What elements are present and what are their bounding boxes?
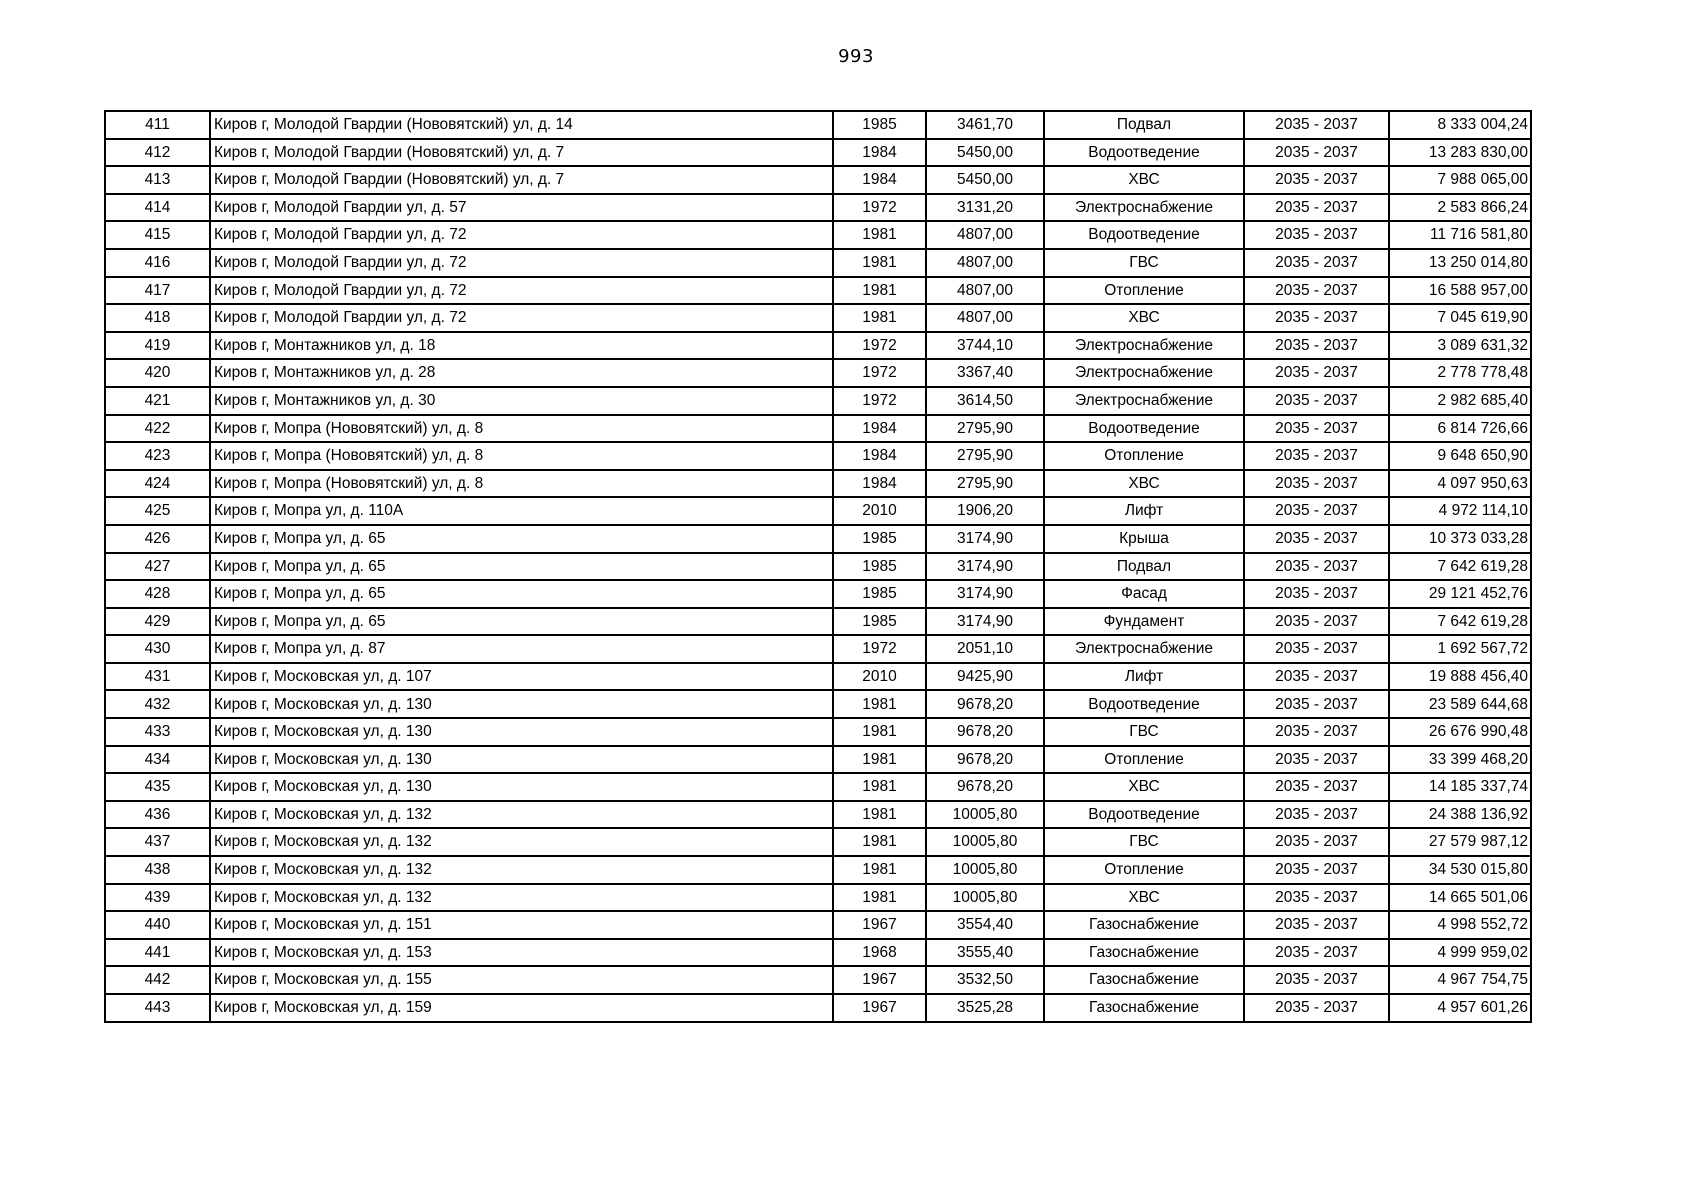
area-cell: 5450,00 — [926, 139, 1044, 167]
table-row — [105, 801, 1531, 829]
period-cell: 2035 - 2037 — [1244, 635, 1389, 663]
area-cell: 10005,80 — [926, 884, 1044, 912]
area-cell: 3174,90 — [926, 525, 1044, 553]
period-cell: 2035 - 2037 — [1244, 773, 1389, 801]
year-built-cell: 1981 — [833, 828, 926, 856]
year-built-cell: 2010 — [833, 663, 926, 691]
work-type-cell: Подвал — [1044, 553, 1244, 581]
cost-cell: 4 957 601,26 — [1389, 994, 1531, 1022]
area-cell: 9678,20 — [926, 718, 1044, 746]
work-type-cell: ГВС — [1044, 249, 1244, 277]
address-cell: Киров г, Московская ул, д. 151 — [210, 911, 833, 939]
table-row — [105, 139, 1531, 167]
table-row — [105, 884, 1531, 912]
table-row — [105, 332, 1531, 360]
address-cell: Киров г, Мопра ул, д. 65 — [210, 608, 833, 636]
cost-cell: 2 982 685,40 — [1389, 387, 1531, 415]
work-type-cell: Фасад — [1044, 580, 1244, 608]
cost-cell: 11 716 581,80 — [1389, 221, 1531, 249]
address-cell: Киров г, Мопра ул, д. 110А — [210, 497, 833, 525]
work-type-cell: Водоотведение — [1044, 415, 1244, 443]
year-built-cell: 1972 — [833, 635, 926, 663]
year-built-cell: 1985 — [833, 111, 926, 139]
work-type-cell: Газоснабжение — [1044, 994, 1244, 1022]
address-cell: Киров г, Молодой Гвардии (Нововятский) ул, д. 7 — [210, 166, 833, 194]
work-type-cell: Отопление — [1044, 277, 1244, 305]
period-cell: 2035 - 2037 — [1244, 939, 1389, 967]
work-type-cell: ГВС — [1044, 718, 1244, 746]
address-cell: Киров г, Московская ул, д. 155 — [210, 966, 833, 994]
area-cell: 3131,20 — [926, 194, 1044, 222]
row-number-cell: 426 — [105, 525, 210, 553]
cost-cell: 7 045 619,90 — [1389, 304, 1531, 332]
year-built-cell: 1981 — [833, 884, 926, 912]
work-type-cell: Фундамент — [1044, 608, 1244, 636]
work-type-cell: Газоснабжение — [1044, 966, 1244, 994]
cost-cell: 24 388 136,92 — [1389, 801, 1531, 829]
period-cell: 2035 - 2037 — [1244, 387, 1389, 415]
work-type-cell: ХВС — [1044, 884, 1244, 912]
address-cell: Киров г, Московская ул, д. 130 — [210, 690, 833, 718]
work-type-cell: Лифт — [1044, 497, 1244, 525]
period-cell: 2035 - 2037 — [1244, 580, 1389, 608]
year-built-cell: 1972 — [833, 332, 926, 360]
address-cell: Киров г, Молодой Гвардии (Нововятский) ул, д. 7 — [210, 139, 833, 167]
table-row — [105, 746, 1531, 774]
area-cell: 9678,20 — [926, 773, 1044, 801]
table-row — [105, 470, 1531, 498]
table-row — [105, 828, 1531, 856]
table-row — [105, 635, 1531, 663]
table-row — [105, 221, 1531, 249]
cost-cell: 1 692 567,72 — [1389, 635, 1531, 663]
year-built-cell: 1981 — [833, 277, 926, 305]
table-row — [105, 939, 1531, 967]
row-number-cell: 441 — [105, 939, 210, 967]
address-cell: Киров г, Молодой Гвардии ул, д. 57 — [210, 194, 833, 222]
work-type-cell: Электроснабжение — [1044, 332, 1244, 360]
address-cell: Киров г, Московская ул, д. 132 — [210, 828, 833, 856]
work-type-cell: ХВС — [1044, 304, 1244, 332]
area-cell: 4807,00 — [926, 249, 1044, 277]
row-number-cell: 440 — [105, 911, 210, 939]
area-cell: 4807,00 — [926, 304, 1044, 332]
address-cell: Киров г, Мопра (Нововятский) ул, д. 8 — [210, 470, 833, 498]
area-cell: 4807,00 — [926, 221, 1044, 249]
address-cell: Киров г, Московская ул, д. 107 — [210, 663, 833, 691]
year-built-cell: 1985 — [833, 525, 926, 553]
year-built-cell: 1984 — [833, 166, 926, 194]
period-cell: 2035 - 2037 — [1244, 553, 1389, 581]
address-cell: Киров г, Молодой Гвардии (Нововятский) ул, д. 14 — [210, 111, 833, 139]
address-cell: Киров г, Московская ул, д. 159 — [210, 994, 833, 1022]
row-number-cell: 430 — [105, 635, 210, 663]
cost-cell: 19 888 456,40 — [1389, 663, 1531, 691]
row-number-cell: 431 — [105, 663, 210, 691]
cost-cell: 7 988 065,00 — [1389, 166, 1531, 194]
cost-cell: 4 967 754,75 — [1389, 966, 1531, 994]
period-cell: 2035 - 2037 — [1244, 304, 1389, 332]
work-type-cell: ХВС — [1044, 166, 1244, 194]
year-built-cell: 1985 — [833, 580, 926, 608]
address-cell: Киров г, Монтажников ул, д. 28 — [210, 359, 833, 387]
area-cell: 3174,90 — [926, 580, 1044, 608]
area-cell: 2051,10 — [926, 635, 1044, 663]
repair-schedule-table — [104, 110, 1532, 1023]
period-cell: 2035 - 2037 — [1244, 194, 1389, 222]
table-row — [105, 359, 1531, 387]
year-built-cell: 1981 — [833, 690, 926, 718]
cost-cell: 4 972 114,10 — [1389, 497, 1531, 525]
year-built-cell: 1985 — [833, 608, 926, 636]
address-cell: Киров г, Московская ул, д. 132 — [210, 884, 833, 912]
period-cell: 2035 - 2037 — [1244, 884, 1389, 912]
period-cell: 2035 - 2037 — [1244, 525, 1389, 553]
table-row — [105, 497, 1531, 525]
cost-cell: 16 588 957,00 — [1389, 277, 1531, 305]
row-number-cell: 415 — [105, 221, 210, 249]
table-row — [105, 966, 1531, 994]
area-cell: 3367,40 — [926, 359, 1044, 387]
work-type-cell: Лифт — [1044, 663, 1244, 691]
area-cell: 2795,90 — [926, 415, 1044, 443]
row-number-cell: 417 — [105, 277, 210, 305]
year-built-cell: 1984 — [833, 470, 926, 498]
cost-cell: 27 579 987,12 — [1389, 828, 1531, 856]
table-row — [105, 580, 1531, 608]
table-body — [105, 111, 1531, 1022]
work-type-cell: Электроснабжение — [1044, 194, 1244, 222]
year-built-cell: 1981 — [833, 856, 926, 884]
table-row — [105, 387, 1531, 415]
row-number-cell: 438 — [105, 856, 210, 884]
work-type-cell: Отопление — [1044, 746, 1244, 774]
cost-cell: 3 089 631,32 — [1389, 332, 1531, 360]
year-built-cell: 1981 — [833, 221, 926, 249]
work-type-cell: Газоснабжение — [1044, 939, 1244, 967]
period-cell: 2035 - 2037 — [1244, 249, 1389, 277]
area-cell: 4807,00 — [926, 277, 1044, 305]
area-cell: 3744,10 — [926, 332, 1044, 360]
row-number-cell: 435 — [105, 773, 210, 801]
address-cell: Киров г, Московская ул, д. 153 — [210, 939, 833, 967]
period-cell: 2035 - 2037 — [1244, 415, 1389, 443]
address-cell: Киров г, Московская ул, д. 132 — [210, 856, 833, 884]
cost-cell: 8 333 004,24 — [1389, 111, 1531, 139]
page-number: 993 — [838, 46, 874, 67]
work-type-cell: ХВС — [1044, 773, 1244, 801]
table-row — [105, 663, 1531, 691]
cost-cell: 23 589 644,68 — [1389, 690, 1531, 718]
table-row — [105, 415, 1531, 443]
address-cell: Киров г, Молодой Гвардии ул, д. 72 — [210, 277, 833, 305]
period-cell: 2035 - 2037 — [1244, 470, 1389, 498]
cost-cell: 26 676 990,48 — [1389, 718, 1531, 746]
year-built-cell: 1984 — [833, 139, 926, 167]
row-number-cell: 427 — [105, 553, 210, 581]
address-cell: Киров г, Монтажников ул, д. 18 — [210, 332, 833, 360]
table-row — [105, 249, 1531, 277]
table-row — [105, 304, 1531, 332]
period-cell: 2035 - 2037 — [1244, 111, 1389, 139]
period-cell: 2035 - 2037 — [1244, 332, 1389, 360]
period-cell: 2035 - 2037 — [1244, 221, 1389, 249]
cost-cell: 13 250 014,80 — [1389, 249, 1531, 277]
table-row — [105, 525, 1531, 553]
table-row — [105, 718, 1531, 746]
area-cell: 5450,00 — [926, 166, 1044, 194]
row-number-cell: 432 — [105, 690, 210, 718]
period-cell: 2035 - 2037 — [1244, 746, 1389, 774]
year-built-cell: 1981 — [833, 304, 926, 332]
row-number-cell: 422 — [105, 415, 210, 443]
cost-cell: 9 648 650,90 — [1389, 442, 1531, 470]
area-cell: 3532,50 — [926, 966, 1044, 994]
year-built-cell: 1984 — [833, 442, 926, 470]
row-number-cell: 423 — [105, 442, 210, 470]
work-type-cell: Отопление — [1044, 856, 1244, 884]
area-cell: 9678,20 — [926, 746, 1044, 774]
period-cell: 2035 - 2037 — [1244, 663, 1389, 691]
row-number-cell: 411 — [105, 111, 210, 139]
period-cell: 2035 - 2037 — [1244, 828, 1389, 856]
address-cell: Киров г, Московская ул, д. 130 — [210, 773, 833, 801]
year-built-cell: 1968 — [833, 939, 926, 967]
area-cell: 2795,90 — [926, 470, 1044, 498]
area-cell: 10005,80 — [926, 856, 1044, 884]
year-built-cell: 1967 — [833, 966, 926, 994]
year-built-cell: 1972 — [833, 359, 926, 387]
period-cell: 2035 - 2037 — [1244, 497, 1389, 525]
year-built-cell: 1972 — [833, 387, 926, 415]
table-row — [105, 277, 1531, 305]
row-number-cell: 414 — [105, 194, 210, 222]
area-cell: 3174,90 — [926, 553, 1044, 581]
row-number-cell: 437 — [105, 828, 210, 856]
year-built-cell: 1967 — [833, 911, 926, 939]
cost-cell: 4 097 950,63 — [1389, 470, 1531, 498]
cost-cell: 4 998 552,72 — [1389, 911, 1531, 939]
period-cell: 2035 - 2037 — [1244, 442, 1389, 470]
cost-cell: 14 185 337,74 — [1389, 773, 1531, 801]
row-number-cell: 412 — [105, 139, 210, 167]
address-cell: Киров г, Монтажников ул, д. 30 — [210, 387, 833, 415]
table-row — [105, 608, 1531, 636]
work-type-cell: Газоснабжение — [1044, 911, 1244, 939]
row-number-cell: 425 — [105, 497, 210, 525]
area-cell: 3614,50 — [926, 387, 1044, 415]
address-cell: Киров г, Московская ул, д. 130 — [210, 718, 833, 746]
area-cell: 3555,40 — [926, 939, 1044, 967]
address-cell: Киров г, Мопра (Нововятский) ул, д. 8 — [210, 442, 833, 470]
row-number-cell: 419 — [105, 332, 210, 360]
address-cell: Киров г, Мопра ул, д. 65 — [210, 553, 833, 581]
work-type-cell: Подвал — [1044, 111, 1244, 139]
year-built-cell: 1985 — [833, 553, 926, 581]
table-row — [105, 553, 1531, 581]
row-number-cell: 420 — [105, 359, 210, 387]
period-cell: 2035 - 2037 — [1244, 166, 1389, 194]
cost-cell: 2 778 778,48 — [1389, 359, 1531, 387]
address-cell: Киров г, Мопра (Нововятский) ул, д. 8 — [210, 415, 833, 443]
cost-cell: 33 399 468,20 — [1389, 746, 1531, 774]
year-built-cell: 2010 — [833, 497, 926, 525]
table-row — [105, 442, 1531, 470]
table-row — [105, 856, 1531, 884]
cost-cell: 6 814 726,66 — [1389, 415, 1531, 443]
year-built-cell: 1981 — [833, 801, 926, 829]
period-cell: 2035 - 2037 — [1244, 359, 1389, 387]
period-cell: 2035 - 2037 — [1244, 718, 1389, 746]
address-cell: Киров г, Молодой Гвардии ул, д. 72 — [210, 221, 833, 249]
period-cell: 2035 - 2037 — [1244, 966, 1389, 994]
table-row — [105, 166, 1531, 194]
row-number-cell: 443 — [105, 994, 210, 1022]
period-cell: 2035 - 2037 — [1244, 911, 1389, 939]
work-type-cell: ХВС — [1044, 470, 1244, 498]
area-cell: 3461,70 — [926, 111, 1044, 139]
work-type-cell: Отопление — [1044, 442, 1244, 470]
address-cell: Киров г, Московская ул, д. 130 — [210, 746, 833, 774]
period-cell: 2035 - 2037 — [1244, 994, 1389, 1022]
row-number-cell: 413 — [105, 166, 210, 194]
work-type-cell: Крыша — [1044, 525, 1244, 553]
area-cell: 3174,90 — [926, 608, 1044, 636]
period-cell: 2035 - 2037 — [1244, 690, 1389, 718]
row-number-cell: 421 — [105, 387, 210, 415]
area-cell: 10005,80 — [926, 828, 1044, 856]
table-row — [105, 194, 1531, 222]
area-cell: 3525,28 — [926, 994, 1044, 1022]
cost-cell: 7 642 619,28 — [1389, 553, 1531, 581]
work-type-cell: Электроснабжение — [1044, 635, 1244, 663]
cost-cell: 2 583 866,24 — [1389, 194, 1531, 222]
work-type-cell: ГВС — [1044, 828, 1244, 856]
address-cell: Киров г, Мопра ул, д. 65 — [210, 580, 833, 608]
row-number-cell: 436 — [105, 801, 210, 829]
table-row — [105, 911, 1531, 939]
year-built-cell: 1981 — [833, 746, 926, 774]
row-number-cell: 439 — [105, 884, 210, 912]
table-row — [105, 773, 1531, 801]
year-built-cell: 1981 — [833, 718, 926, 746]
row-number-cell: 429 — [105, 608, 210, 636]
table-row — [105, 994, 1531, 1022]
period-cell: 2035 - 2037 — [1244, 856, 1389, 884]
row-number-cell: 433 — [105, 718, 210, 746]
year-built-cell: 1984 — [833, 415, 926, 443]
work-type-cell: Электроснабжение — [1044, 359, 1244, 387]
row-number-cell: 424 — [105, 470, 210, 498]
cost-cell: 4 999 959,02 — [1389, 939, 1531, 967]
year-built-cell: 1981 — [833, 249, 926, 277]
cost-cell: 34 530 015,80 — [1389, 856, 1531, 884]
period-cell: 2035 - 2037 — [1244, 801, 1389, 829]
row-number-cell: 418 — [105, 304, 210, 332]
period-cell: 2035 - 2037 — [1244, 139, 1389, 167]
cost-cell: 7 642 619,28 — [1389, 608, 1531, 636]
year-built-cell: 1967 — [833, 994, 926, 1022]
table-row — [105, 111, 1531, 139]
work-type-cell: Водоотведение — [1044, 801, 1244, 829]
row-number-cell: 416 — [105, 249, 210, 277]
table-row — [105, 690, 1531, 718]
period-cell: 2035 - 2037 — [1244, 608, 1389, 636]
area-cell: 1906,20 — [926, 497, 1044, 525]
address-cell: Киров г, Московская ул, д. 132 — [210, 801, 833, 829]
work-type-cell: Водоотведение — [1044, 221, 1244, 249]
work-type-cell: Водоотведение — [1044, 139, 1244, 167]
cost-cell: 14 665 501,06 — [1389, 884, 1531, 912]
area-cell: 9425,90 — [926, 663, 1044, 691]
work-type-cell: Электроснабжение — [1044, 387, 1244, 415]
area-cell: 3554,40 — [926, 911, 1044, 939]
row-number-cell: 434 — [105, 746, 210, 774]
area-cell: 9678,20 — [926, 690, 1044, 718]
year-built-cell: 1972 — [833, 194, 926, 222]
area-cell: 2795,90 — [926, 442, 1044, 470]
work-type-cell: Водоотведение — [1044, 690, 1244, 718]
row-number-cell: 442 — [105, 966, 210, 994]
period-cell: 2035 - 2037 — [1244, 277, 1389, 305]
address-cell: Киров г, Мопра ул, д. 87 — [210, 635, 833, 663]
year-built-cell: 1981 — [833, 773, 926, 801]
cost-cell: 29 121 452,76 — [1389, 580, 1531, 608]
address-cell: Киров г, Молодой Гвардии ул, д. 72 — [210, 304, 833, 332]
cost-cell: 10 373 033,28 — [1389, 525, 1531, 553]
address-cell: Киров г, Мопра ул, д. 65 — [210, 525, 833, 553]
cost-cell: 13 283 830,00 — [1389, 139, 1531, 167]
address-cell: Киров г, Молодой Гвардии ул, д. 72 — [210, 249, 833, 277]
row-number-cell: 428 — [105, 580, 210, 608]
area-cell: 10005,80 — [926, 801, 1044, 829]
